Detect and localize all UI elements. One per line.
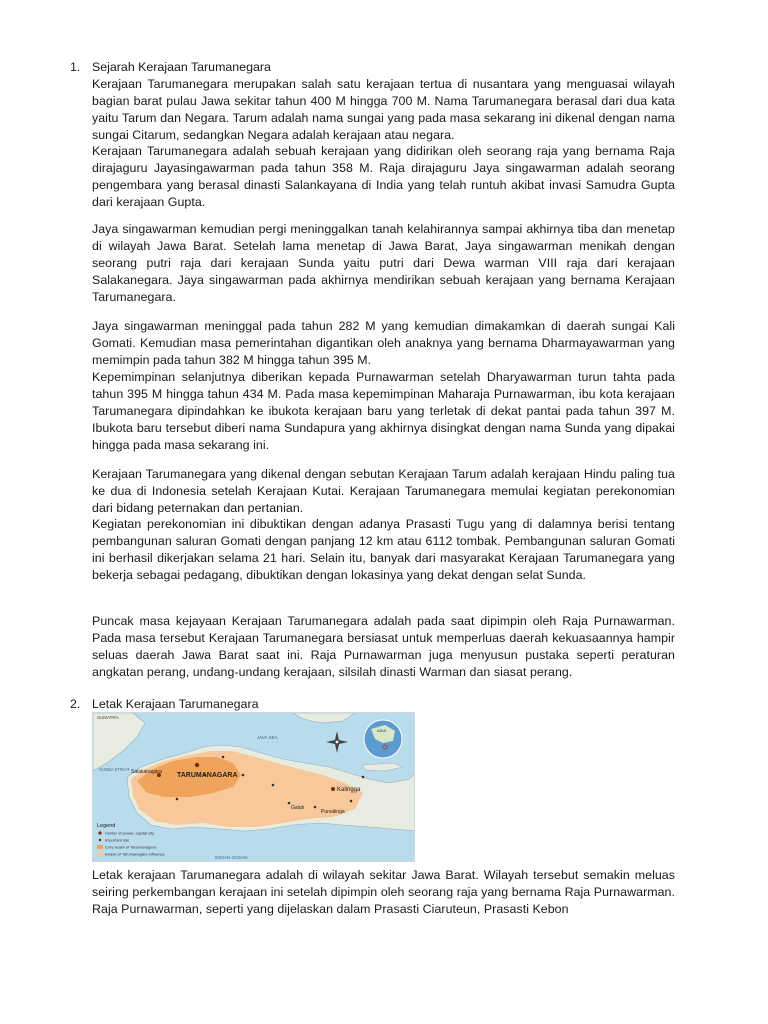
paragraph: Letak kerajaan Tarumanegara adalah di wilayah sekitar Jawa Barat. Wilayah tersebut semakin meluas seiring perkembangan kerajaan ini setelah dipimpin oleh seorang raja yang bernama Raja Purnawarman. Raja Purnawarman, seperti yang dijelaskan dalam Prasasti Ciaruteun, Prasasti Kebon — [92, 868, 675, 916]
map-label-sumatra: SUMATRA — [97, 715, 119, 720]
map-site-marker — [350, 800, 353, 803]
legend-item: Extent of Tarumanagara influence — [105, 851, 165, 857]
map-label-purvalinga: Purvalinga — [321, 809, 345, 815]
map-label-indian-ocean: INDIAN OCEAN — [215, 855, 248, 860]
legend-item: Center of power, capital city — [105, 830, 155, 836]
paragraph: Kerajaan Tarumanegara yang dikenal dengan sebutan Kerajaan Tarum adalah kerajaan Hindu paling tua ke dua di Indonesia setelah Kerajaan Kutai. Kerajaan Tarumanegara memulai kegiatan perekonomian dari bidang peternakan dan pertanian. — [92, 467, 675, 515]
map-label-salakanagara: Salakanagara — [131, 769, 162, 775]
map-site-marker — [176, 798, 179, 801]
paragraph: Jaya singawarman kemudian pergi meninggalkan tanah kelahirannya sampai akhirnya tiba dan menetap di wilayah Jawa Barat. Setelah lama menetap di Jawa Barat, Jaya singawarman menikah dengan seorang putri raja dari kerajaan Sunda yaitu putri dari Dewa warman VIII raja dari kerajaan Salakanegara. Jaya singawarman pada akhirnya mendirikan sebuah kerajaan yang bernama Kerajaan Tarumanegara. — [92, 222, 675, 304]
section-1-number: 1. — [70, 60, 81, 74]
paragraph: Jaya singawarman meninggal pada tahun 282 M yang kemudian dimakamkan di daerah sungai Kali Gomati. Kemudian masa pemerintahan digantikan oleh anaknya yang bernama Dharmayawarman yang memimpin pada tahun 382 M hingga tahun 395 M. — [92, 319, 675, 367]
legend-item: Important site — [105, 837, 130, 843]
map-label-tarumanagara: TARUMANAGARA — [177, 772, 238, 779]
paragraph: Kepemimpinan selanjutnya diberikan kepada Purnawarman setelah Dharyawarman turun tahta pada tahun 395 M hingga tahun 434 M. Pada masa kepemimpinan Maharaja Purnawarman, ibu kota kerajaan Tarumanegara dipindahkan ke ibukota kerajaan baru yang terletak di dekat pantai pada tahun 397 M. Ibukota baru tersebut diberi nama Sundapura yang akhirnya disingkat dengan nama Sunda yang dipakai hingga pada masa sekarang ini. — [92, 370, 675, 452]
paragraph: Kerajaan Tarumanegara adalah sebuah kerajaan yang didirikan oleh seorang raja yang bernama Raja dirajaguru Jayasingawarman pada tahun 358 M. Raja dirajaguru Jaya singawarman adalah seorang pengembara yang berasal dinasti Salankayana di India yang telah runtuh akibat invasi Samudra Gupta dari kerajaan Gupta. — [92, 144, 675, 209]
legend-swatch-core — [97, 845, 103, 849]
section-1-heading — [70, 59, 271, 76]
map-site-marker — [242, 774, 245, 777]
legend-title: Legend — [97, 823, 116, 829]
map-label-java-sea: JAVA SEA — [257, 735, 278, 740]
map-capital-marker — [195, 763, 199, 767]
legend-swatch-site — [99, 839, 101, 841]
globe-inset-icon — [364, 720, 402, 758]
section-2-title: Letak Kerajaan Tarumanegara — [92, 697, 259, 711]
map-label-kalingga: Kalingga — [337, 787, 361, 793]
legend-swatch-influence — [97, 852, 103, 856]
section-2-number: 2. — [70, 697, 81, 711]
globe-label-asia: ASIA — [377, 728, 387, 733]
section-1-title: Sejarah Kerajaan Tarumanegara — [92, 60, 271, 74]
map-label-sunda-strait: SUNDA STRAIT — [99, 767, 130, 772]
map-site-marker — [272, 784, 275, 787]
paragraph: Kerajaan Tarumanegara merupakan salah satu kerajaan tertua di nusantara yang menguasai wilayah bagian barat pulau Jawa sekitar tahun 400 M hingga 700 M. Nama Tarumanegara berasal dari dua kata yaitu Tarum dan Negara. Tarum adalah nama sungai yang pada masa sekarang ini dikenal dengan nama sungai Citarum, sedangkan Negara adalah kerajaan atau negara. — [92, 77, 675, 142]
legend-item: Core realm of Tarumanagara — [105, 844, 157, 850]
map-site-marker — [314, 806, 317, 809]
map-site-marker — [288, 802, 291, 805]
legend-swatch-capital — [98, 831, 101, 834]
map-site-marker — [362, 776, 365, 779]
map-capital-marker — [331, 787, 335, 791]
map-label-galuh: Galuh — [291, 805, 305, 811]
paragraph: Kegiatan perekonomian ini dibuktikan dengan adanya Prasasti Tugu yang di dalamnya berisi tentang pembangunan saluran Gomati dengan panjang 12 km atau 6112 tombak. Pembangunan saluran Gomati ini berhasil dikerjakan selama 21 hari. Selain itu, banyak dari masyarakat Kerajaan Tarumanegara yang bekerja sebagai pedagang, dibuktikan dengan lokasinya yang dekat dengan selat Sunda. — [92, 517, 675, 582]
paragraph: Puncak masa kejayaan Kerajaan Tarumanegara adalah pada saat dipimpin oleh Raja Purnawarman. Pada masa tersebut Kerajaan Tarumanegara bersiasat untuk memperluas daerah kekuasaannya hampir seluas daerah Jawa Barat saat ini. Raja Purnawarman juga menyusun pustaka seperti peraturan angkatan perang, undang-undang kerajaan, silsilah dinasti Warman dan siasat perang. — [92, 614, 675, 679]
section-2-heading — [70, 696, 258, 713]
tarumanagara-map — [92, 712, 415, 862]
map-site-marker — [222, 756, 225, 759]
